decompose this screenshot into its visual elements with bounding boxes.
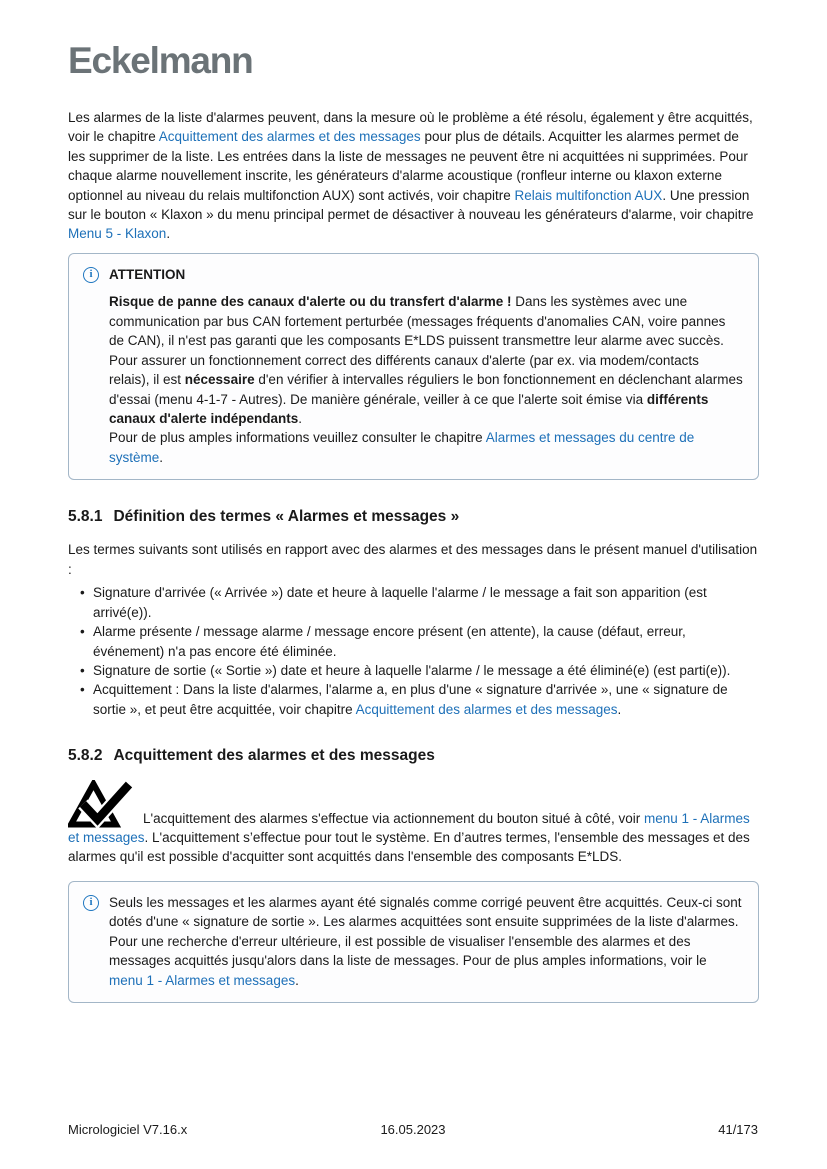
acknowledge-paragraph (68, 780, 759, 867)
intro-paragraph (68, 108, 759, 244)
attention-box-header (83, 265, 743, 284)
footer-version: Micrologiciel V7.16.x (68, 1122, 188, 1137)
footer-date: 16.05.2023 (380, 1122, 446, 1137)
link-menu-1-alarmes-2[interactable]: menu 1 - Alarmes et messages (109, 972, 296, 988)
section-number-581: 5.8.1 (68, 508, 103, 526)
attention-bold-risque: Risque de panne des canaux d'alerte ou du transfert d'alarme ! (109, 294, 512, 310)
info-text-1: Seuls les messages et les alarmes ayant été signalés comme corrigé peuvent être acquittés. Ceux-ci sont dotés d'une « signature de sortie ». Les alarmes acquittées sont ensuite supprimées de la liste d'alarmes. Pour une recherche d'erreur ultérieure, il est possible de visualiser l'ensemble des alarmes et des messages acquittés jusqu'alors dans la liste de messages. Pour de plus amples informations, voir le (109, 894, 742, 969)
intro-text-4: . (166, 226, 171, 242)
link-acquittement-chapitre[interactable]: Acquittement des alarmes et des messages (158, 129, 421, 145)
link-menu-1-alarmes[interactable]: menu 1 - Alarmes et messages (68, 810, 750, 845)
attention-paragraph-1 (109, 292, 743, 428)
info-box-row (83, 893, 743, 990)
attention-bold-necessaire: nécessaire (184, 372, 255, 388)
list-item-acquittement (80, 680, 759, 719)
section-title-581: Définition des termes « Alarmes et messages » (113, 508, 460, 526)
info-box (68, 881, 759, 1003)
section-581-intro: Les termes suivants sont utilisés en rapport avec des alarmes et des messages dans le présent manuel d'utilisation : (68, 542, 758, 577)
page-footer (68, 1121, 758, 1140)
acknowledge-icon (68, 780, 134, 828)
list-item-signature-sortie: • Signature de sortie (« Sortie ») date et heure à laquelle l'alarme / le message a été éliminé(e) (est parti(e)). (80, 661, 759, 680)
info-paragraph (109, 893, 743, 990)
intro-text-1: Les alarmes de la liste d'alarmes peuvent, dans la mesure où le problème a été résolu, également y être acquittés, voir le chapitre (68, 109, 753, 145)
attention-box (68, 253, 759, 480)
intro-text-3: . Une pression sur le bouton « Klaxon » du menu principal permet de désactiver à nouveau les générateurs d'alarme, voir chapitre (68, 187, 754, 223)
attention-text-3: . (298, 410, 303, 426)
link-menu-5-klaxon[interactable]: Menu 5 - Klaxon (68, 226, 167, 242)
info-text-2: . (295, 972, 299, 988)
link-acquittement-chapitre-2[interactable]: Acquittement des alarmes et des messages (355, 701, 618, 717)
info-icon: i (83, 267, 99, 283)
attention-text-1: Dans les systèmes avec une communication par bus CAN fortement perturbée (messages fréquents d'anomalies CAN, voire pannes de CAN), il n'est pas garanti que les composants E*LDS puissent transmettre leur alarme avec succès. Pour assurer un fonctionnement correct des différents canaux d'alerte (par ex. via modem/contacts relais), il est (109, 294, 726, 388)
link-alarmes-centre-systeme[interactable]: Alarmes et messages du centre de système (109, 430, 695, 465)
attention-bold-canaux: différents canaux d'alerte indépendants (109, 391, 709, 426)
footer-page-number: 41/173 (718, 1122, 758, 1137)
list-item-alarme-presente: • Alarme présente / message alarme / message encore présent (en attente), la cause (défaut, erreur, événement) n'a pas encore été éliminée. (80, 622, 759, 661)
terms-bullet-list (68, 583, 759, 719)
section-title-582: Acquittement des alarmes et des messages (113, 747, 435, 765)
attention-label: ATTENTION (109, 266, 186, 282)
intro-text-2: pour plus de détails. Acquitter les alarmes permet de les supprimer de la liste. Les entrées dans la liste de messages ne peuvent être ni acquittées ni supprimées. Pour chaque alarme nouvellement inscrite, les générateurs d'alarme acoustique (ronfleur interne ou klaxon externe optionnel au niveau du relais multifonction AUX) sont activés, voir chapitre (68, 129, 748, 203)
bullet4-text-1: Acquittement : Dans la liste d'alarmes, l'alarme a, en plus d'une « signature d'arrivée », une « signature de sortie », et peut être acquittée, voir chapitre (93, 682, 728, 717)
info-icon-2: i (83, 895, 99, 911)
section-heading-582 (68, 746, 759, 766)
link-relais-multifonction-aux[interactable]: Relais multifonction AUX (514, 187, 663, 203)
attention-text-2: d'en vérifier à intervalles réguliers le bon fonctionnement en déclenchant alarmes d'essai (menu 4-1-7 - Autres). De manière générale, veiller à ce que l'alerte soit émise via (109, 372, 743, 407)
ack-text-1: L'acquittement des alarmes s'effectue via actionnement du bouton situé à côté, voir (143, 810, 644, 826)
list-item-signature-arrivee: • Signature d'arrivée (« Arrivée ») date et heure à laquelle l'alarme / le message a fait son apparition (est arrivé(e)). (80, 583, 759, 622)
attention-text-5: . (159, 449, 164, 465)
section-heading-581 (68, 507, 759, 527)
attention-text-4: Pour de plus amples informations veuillez consulter le chapitre (109, 430, 486, 446)
section-number-582: 5.8.2 (68, 747, 103, 765)
info-box-body (109, 893, 743, 990)
attention-paragraph-2 (109, 428, 743, 467)
bullet4-text-2: . (617, 701, 622, 717)
attention-box-body (83, 292, 743, 467)
ack-text-2: . L'acquittement s’effectue pour tout le système. En d’autres termes, l'ensemble des messages et des alarmes qu'il est possible d'acquitter sont acquittés dans l'ensemble des composants E*LDS. (68, 829, 750, 865)
eckelmann-logo: Eckelmann (68, 40, 253, 81)
